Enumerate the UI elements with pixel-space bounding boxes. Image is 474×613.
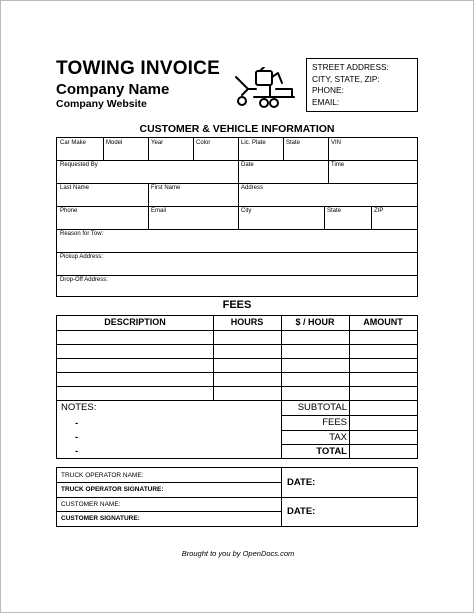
operator-date-field[interactable]: DATE:: [287, 477, 316, 488]
fees-label: FEES: [322, 417, 347, 428]
phone-label: PHONE:: [312, 85, 344, 95]
tow-truck-icon: [234, 67, 296, 109]
company-website: Company Website: [56, 98, 147, 110]
phone-field[interactable]: Phone: [60, 208, 78, 214]
city-field[interactable]: City: [241, 208, 252, 214]
amount-column-header: AMOUNT: [363, 317, 403, 327]
zip-field[interactable]: ZIP: [374, 208, 384, 214]
model-field[interactable]: Model: [106, 140, 123, 146]
email-label: EMAIL:: [312, 96, 340, 107]
customer-info-grid: [56, 137, 418, 297]
reason-for-tow-field[interactable]: Reason for Tow:: [60, 231, 104, 237]
notes-label: NOTES:: [61, 402, 97, 413]
subtotal-label: SUBTOTAL: [297, 402, 347, 413]
notes-bullet: -: [75, 432, 79, 443]
tax-label: TAX: [329, 432, 347, 443]
first-name-field[interactable]: First Name: [151, 185, 181, 191]
signature-table: [56, 467, 418, 527]
street-address-label: STREET ADDRESS:: [312, 62, 389, 72]
car-make-field[interactable]: Car Make: [60, 140, 87, 146]
notes-bullet: -: [75, 418, 79, 429]
lic-plate-field[interactable]: Lic. Plate: [241, 140, 266, 146]
operator-signature-field[interactable]: TRUCK OPERATOR SIGNATURE:: [61, 486, 164, 493]
total-label: TOTAL: [316, 446, 347, 457]
customer-name-field[interactable]: CUSTOMER NAME:: [61, 501, 121, 508]
vin-field[interactable]: VIN: [331, 140, 342, 146]
dropoff-address-field[interactable]: Drop-Off Address:: [60, 277, 108, 283]
address-field[interactable]: Address: [241, 185, 264, 191]
page-title: TOWING INVOICE: [56, 58, 220, 79]
operator-name-field[interactable]: TRUCK OPERATOR NAME:: [61, 472, 144, 479]
customer-signature-field[interactable]: CUSTOMER SIGNATURE:: [61, 515, 140, 522]
rate-column-header: $ / HOUR: [295, 317, 335, 327]
fees-table: [56, 315, 418, 459]
customer-section-title: CUSTOMER & VEHICLE INFORMATION: [139, 123, 335, 135]
fees-section-title: FEES: [222, 299, 252, 311]
color-field[interactable]: Color: [196, 140, 211, 146]
vehicle-state-field[interactable]: State: [286, 140, 301, 146]
notes-bullet: -: [75, 446, 79, 457]
requested-by-field[interactable]: Requested By: [60, 162, 98, 168]
city-state-zip-label: CITY, STATE, ZIP:: [312, 73, 380, 84]
date-field[interactable]: Date: [241, 162, 254, 168]
time-field[interactable]: Time: [331, 162, 345, 168]
description-column-header: DESCRIPTION: [104, 317, 166, 327]
hours-column-header: HOURS: [230, 317, 264, 327]
company-name: Company Name: [56, 81, 170, 98]
email-field[interactable]: Email: [151, 208, 167, 214]
year-field[interactable]: Year: [151, 140, 164, 146]
footer-credit: Brought to you by OpenDocs.com: [181, 549, 295, 558]
pickup-address-field[interactable]: Pickup Address:: [60, 254, 104, 260]
customer-date-field[interactable]: DATE:: [287, 506, 316, 517]
last-name-field[interactable]: Last Name: [60, 185, 90, 191]
state-field[interactable]: State: [327, 208, 342, 214]
company-address-box: [306, 58, 418, 112]
